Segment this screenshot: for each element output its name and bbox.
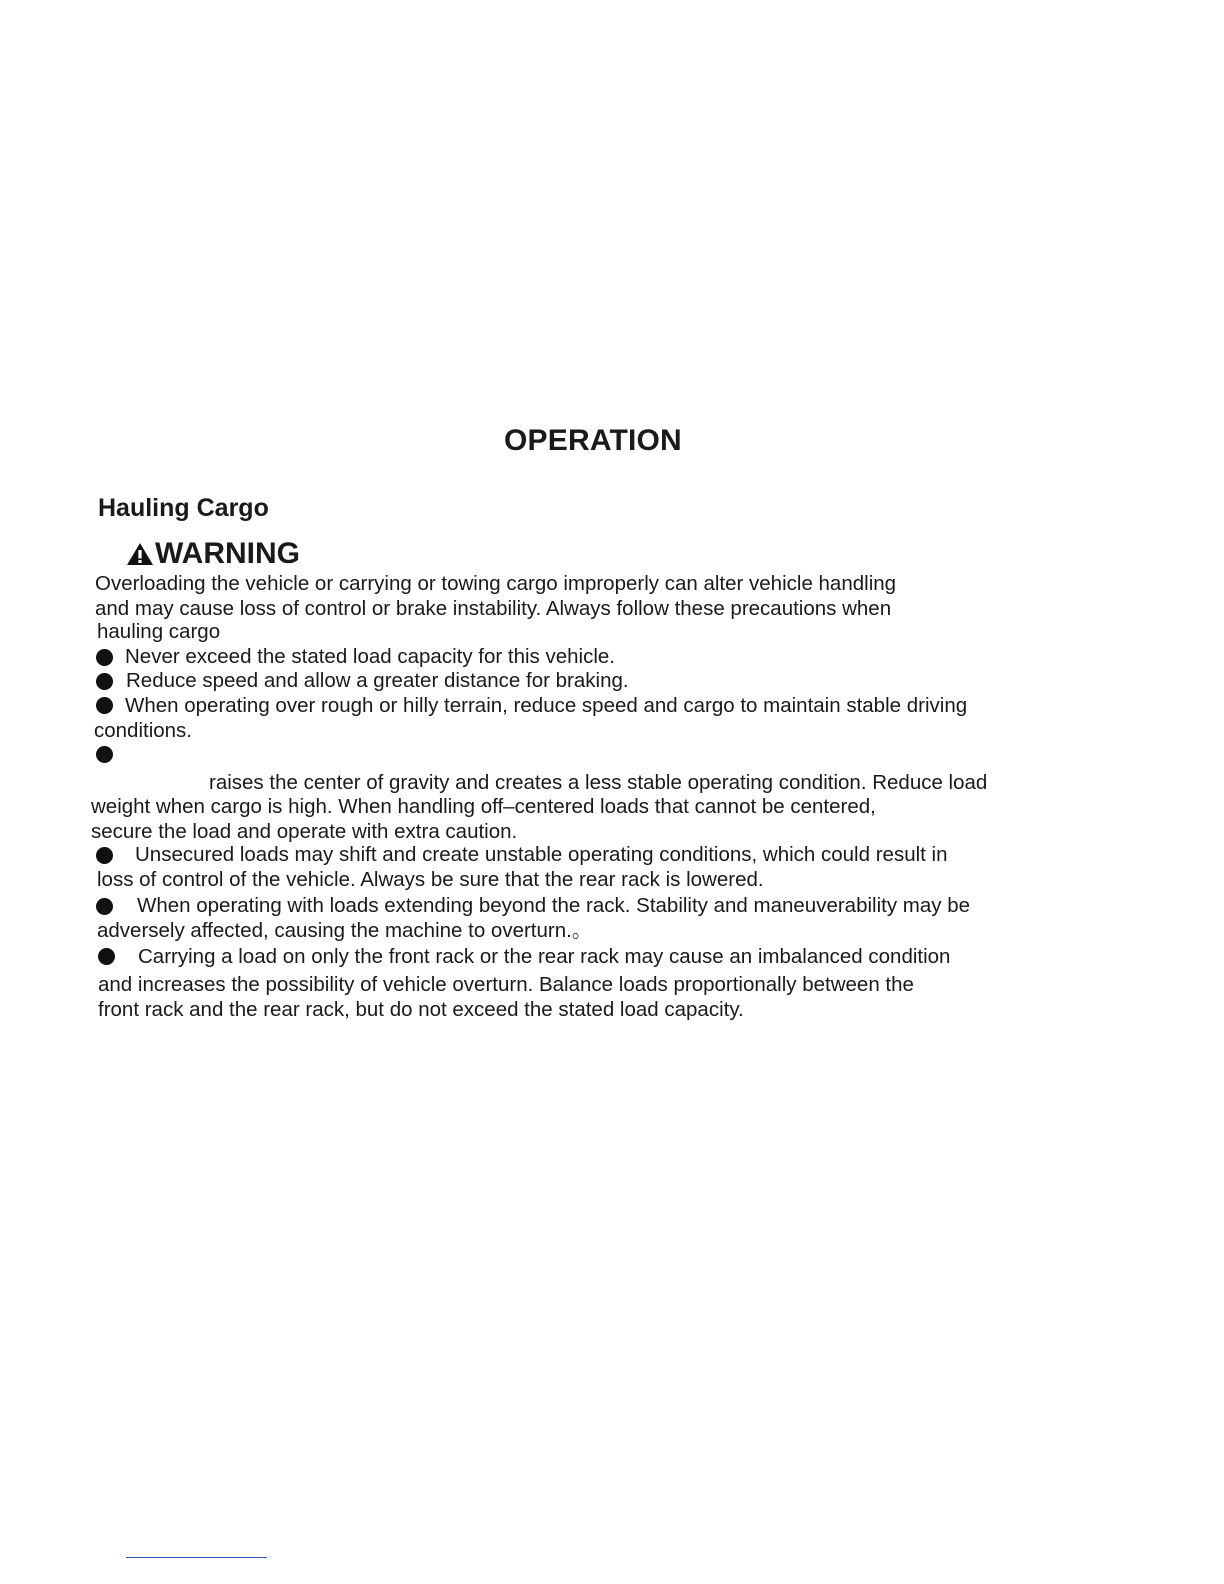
bullet-text: Unsecured loads may shift and create unstable operating conditions, which could result in — [135, 843, 948, 866]
bullet-text: conditions. — [94, 719, 193, 742]
intro-line: Overloading the vehicle or carrying or towing cargo improperly can alter vehicle handling — [95, 572, 897, 595]
bullet-text: Never exceed the stated load capacity for this vehicle. — [125, 645, 615, 668]
bullet-icon — [96, 898, 113, 915]
bullet-icon — [96, 746, 113, 763]
bullet-icon — [96, 673, 113, 690]
warning-label: WARNING — [155, 537, 300, 570]
section-heading: Hauling Cargo — [98, 494, 269, 522]
bullet-text: loss of control of the vehicle. Always be sure that the rear rack is lowered. — [97, 868, 764, 891]
bullet-icon — [96, 847, 113, 864]
bullet-icon — [96, 697, 113, 714]
warning-triangle-icon — [126, 542, 154, 566]
warning-heading — [126, 537, 300, 571]
bullet-text: adversely affected, causing the machine to overturn.。 — [97, 919, 593, 942]
bullet-text: When operating with loads extending beyond the rack. Stability and maneuverability may be — [137, 894, 971, 917]
bullet-icon — [96, 649, 113, 666]
bullet-text: raises the center of gravity and creates a less stable operating condition. Reduce load — [209, 771, 988, 794]
footer-divider — [126, 1557, 267, 1558]
bullet-text: and increases the possibility of vehicle overturn. Balance loads proportionally between the — [98, 973, 914, 996]
bullet-text: front rack and the rear rack, but do not exceed the stated load capacity. — [98, 998, 744, 1021]
bullet-text: secure the load and operate with extra caution. — [91, 820, 518, 843]
bullet-icon — [98, 948, 115, 965]
bullet-text: weight when cargo is high. When handling off–centered loads that cannot be centered, — [91, 795, 876, 818]
intro-line: and may cause loss of control or brake instability. Always follow these precautions when — [95, 597, 892, 620]
bullet-text: Carrying a load on only the front rack or the rear rack may cause an imbalanced condition — [138, 945, 951, 968]
bullet-text: Reduce speed and allow a greater distance for braking. — [126, 669, 629, 692]
bullet-text: When operating over rough or hilly terrain, reduce speed and cargo to maintain stable driving — [125, 694, 968, 717]
intro-line: hauling cargo — [97, 620, 221, 643]
page-title: OPERATION — [504, 424, 682, 457]
